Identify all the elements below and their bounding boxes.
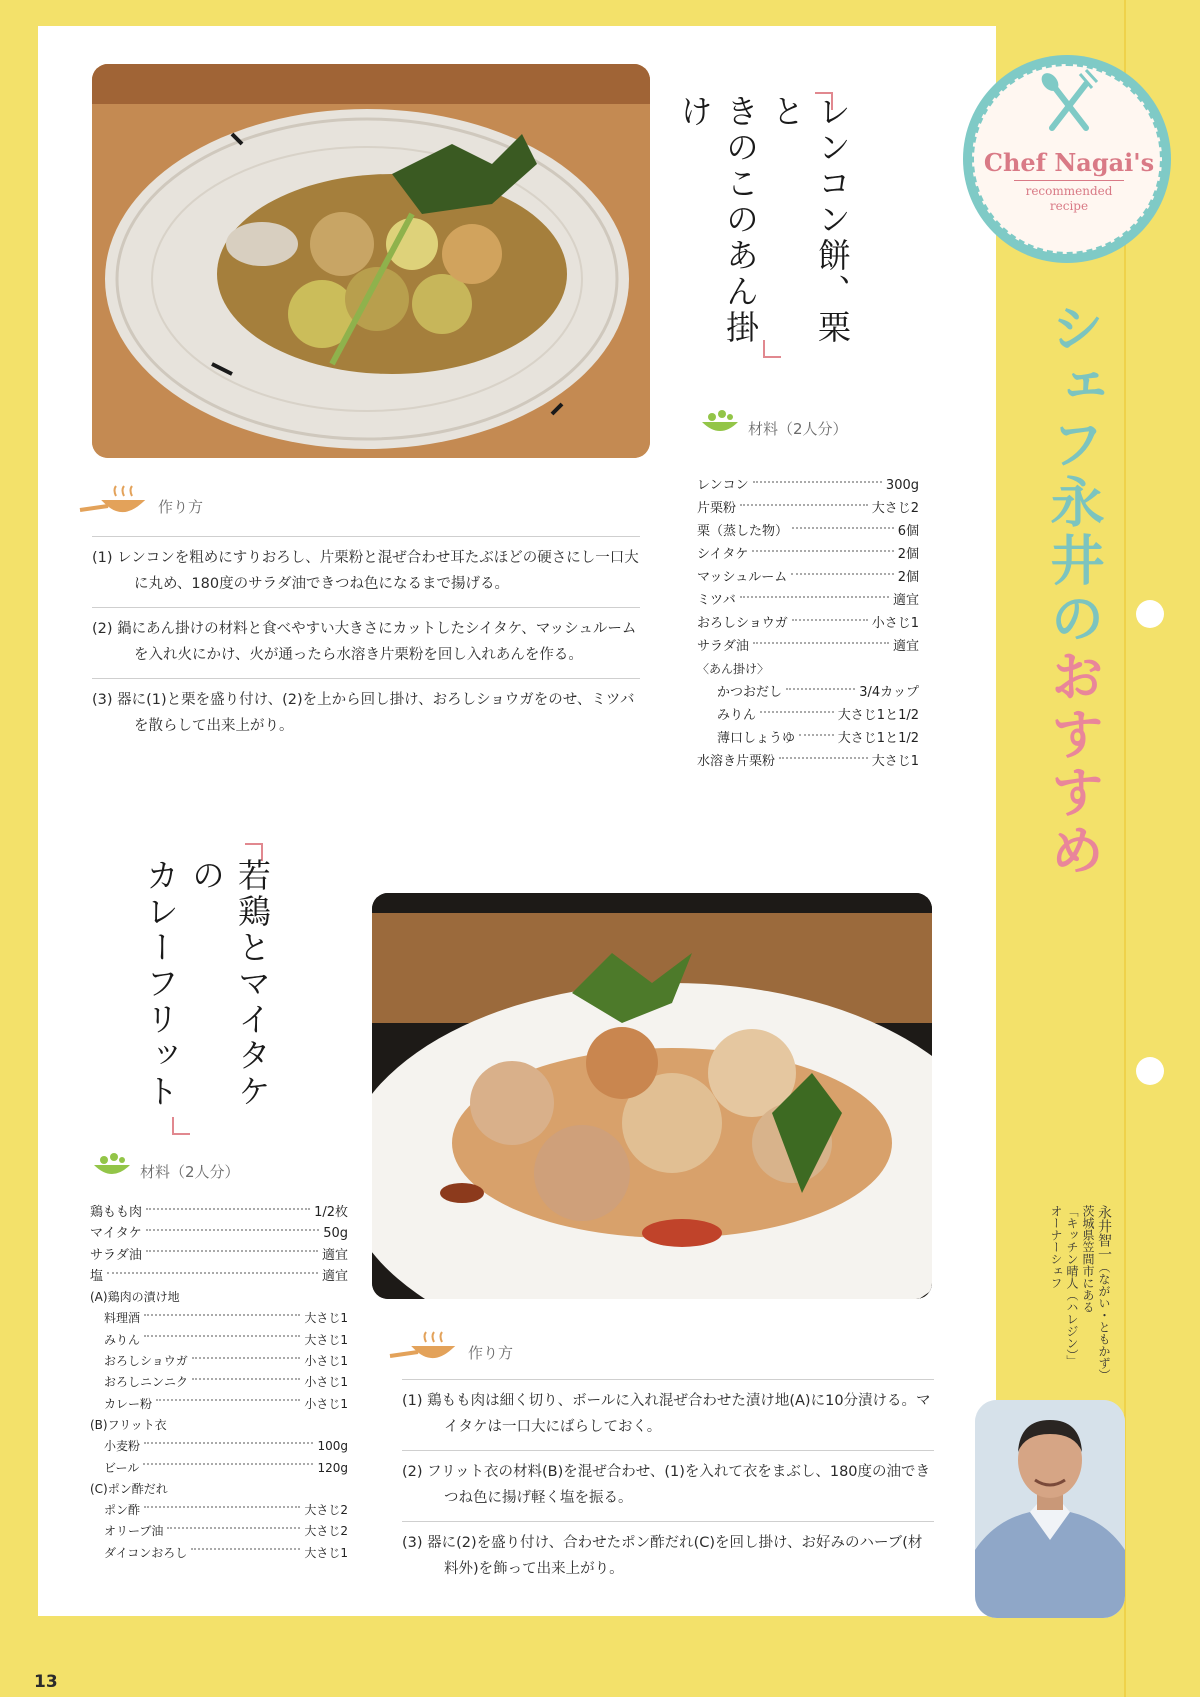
ingredient-group-label: 〈あん掛け〉 (697, 662, 770, 676)
title-bracket-close (763, 340, 781, 358)
ingredient-qty: 大さじ1 (304, 1332, 348, 1347)
leader-dots (146, 1208, 310, 1210)
leader-dots (791, 573, 893, 575)
dish-photo-renkon (92, 64, 650, 458)
recipe1-steps (92, 536, 640, 749)
leader-dots (144, 1335, 300, 1337)
ingredient-qty: 適宜 (892, 639, 919, 654)
bowl-icon (698, 408, 742, 438)
ingredient-qty: 50g (323, 1226, 348, 1242)
leader-dots (760, 711, 834, 713)
ingredient-row (697, 543, 919, 566)
ingredient-row (90, 1394, 348, 1415)
step-text: (2) 鍋にあん掛けの材料と食べやすい大きさにカットしたシイタケ、マッシュルームを入れ火にかけ、火が通ったら水溶き片栗粉を回し入れあんを作る。 (92, 621, 637, 663)
ingredient-name: カレー粉 (104, 1396, 153, 1411)
step-text: (1) レンコンを粗めにすりおろし、片栗粉と混ぜ合わせ耳たぶほどの硬さにし一口大に丸め、180度のサラダ油できつね色になるまで揚げる。 (92, 550, 639, 592)
chef-photo (975, 1400, 1125, 1618)
ingredient-name: サラダ油 (90, 1247, 142, 1263)
ingredient-group-label: (C)ポン酢だれ (90, 1481, 168, 1496)
ingredient-row (90, 1202, 348, 1223)
method-heading-text: 作り方 (468, 1344, 514, 1362)
ingredient-qty: 適宜 (321, 1247, 348, 1263)
ingredient-qty: 小さじ1 (304, 1375, 348, 1390)
ingredient-name: みりん (104, 1332, 141, 1347)
step-item (402, 1379, 934, 1450)
ingredient-row (697, 589, 919, 612)
ingredient-name: かつおだし (717, 685, 783, 700)
recipe1-ingredients-heading (698, 418, 848, 439)
chef-affiliation-1: 茨城県笠間市にある (1081, 1205, 1095, 1313)
ingredient-qty: 大さじ1と1/2 (837, 708, 919, 723)
ingredient-name: シイタケ (697, 547, 749, 562)
series-title-part1: シェフ永井の (1042, 300, 1105, 648)
step-text: (3) 器に(1)と栗を盛り付け、(2)を上から回し掛け、おろしショウガをのせ、ミツバを散らして出来上がり。 (92, 692, 635, 734)
ingredient-qty: 適宜 (892, 593, 919, 608)
leader-dots (799, 734, 834, 736)
ingredient-row (697, 520, 919, 543)
ingredient-name: おろしショウガ (104, 1354, 188, 1369)
badge-rule (1014, 180, 1124, 181)
ingredient-name: おろしニンニク (104, 1375, 189, 1390)
leader-dots (144, 1314, 300, 1316)
leader-dots (740, 504, 868, 506)
leader-dots (752, 550, 893, 552)
ingredient-name: ミツバ (697, 593, 736, 608)
step-item (92, 536, 640, 607)
recipe2-ingredients-heading (90, 1161, 240, 1182)
ingredient-qty: 小さじ1 (871, 616, 919, 631)
recipe1-title (675, 94, 855, 364)
leader-dots (146, 1229, 319, 1231)
ingredient-row (697, 635, 919, 658)
series-title-part2: おすすめ (1042, 648, 1105, 880)
ingredient-row (90, 1351, 348, 1372)
ingredient-row (697, 750, 919, 773)
recipe2-steps (402, 1379, 934, 1592)
leader-dots (753, 642, 889, 644)
ingredient-row (90, 1521, 348, 1542)
leader-dots (156, 1399, 300, 1401)
ingredient-name: 片栗粉 (697, 501, 737, 516)
ingredient-qty: 120g (317, 1460, 348, 1475)
step-item (92, 678, 640, 749)
chef-portrait-image (975, 1400, 1125, 1618)
method-heading-text: 作り方 (158, 498, 204, 516)
ingredient-qty: 100g (317, 1439, 348, 1454)
leader-dots (167, 1527, 300, 1529)
chef-name: 永井智一 (1096, 1205, 1112, 1261)
bowl-icon (90, 1151, 134, 1181)
ingredient-qty: 1/2枚 (314, 1205, 348, 1220)
ingredient-row (697, 566, 919, 589)
ingredient-qty: 2個 (897, 570, 919, 585)
ingredient-name: 薄口しょうゆ (717, 731, 796, 746)
leader-dots (192, 1357, 301, 1359)
ingredient-row (90, 1372, 348, 1393)
ingredient-row (90, 1436, 348, 1457)
leader-dots (740, 596, 889, 598)
ingredient-qty: 3/4カップ (859, 685, 919, 700)
ingredient-name: ビール (104, 1460, 140, 1475)
ingredient-row (697, 704, 919, 727)
ingredient-name: マイタケ (90, 1226, 142, 1242)
ingredient-name: オリーブ油 (104, 1524, 164, 1539)
ingredient-row (90, 1223, 348, 1244)
ingredients-heading-text: 材料（2人分） (748, 420, 848, 438)
recipe1-method-heading (78, 496, 203, 517)
ingredient-row (90, 1500, 348, 1521)
step-item (92, 607, 640, 678)
recipe1-title-line2: きのこのあん掛け (675, 94, 760, 346)
punch-hole (1136, 600, 1164, 628)
ingredient-qty: 大さじ1と1/2 (837, 731, 919, 746)
ingredient-qty: 大さじ1 (304, 1545, 348, 1560)
ingredient-qty: 6個 (897, 524, 919, 539)
leader-dots (786, 688, 855, 690)
chef-info (1032, 1205, 1112, 1385)
ingredient-row (90, 1458, 348, 1479)
dish-photo-chicken (372, 893, 932, 1299)
frying-pan-icon (78, 484, 148, 518)
ingredient-row (697, 497, 919, 520)
ingredient-name: 塩 (90, 1268, 104, 1284)
chicken-dish-image (372, 893, 932, 1299)
ingredient-name: ポン酢 (104, 1503, 141, 1518)
step-item (402, 1450, 934, 1521)
ingredient-name: 水溶き片栗粉 (697, 754, 776, 769)
recipe1-ingredients-list (697, 474, 919, 773)
leader-dots (792, 527, 894, 529)
ingredient-qty: 2個 (897, 547, 919, 562)
ingredient-qty: 大さじ2 (304, 1524, 348, 1539)
ingredient-name: 鶏もも肉 (90, 1205, 143, 1220)
badge-subtitle (974, 184, 1164, 214)
ingredient-row (697, 612, 919, 635)
chef-reading: （ながい・ともかず） (1097, 1261, 1111, 1381)
renkon-dish-image (92, 64, 650, 458)
ingredient-group-label: (B)フリット衣 (90, 1417, 167, 1432)
ingredient-row (697, 727, 919, 750)
recipe2-title-line2: カレーフリット (141, 858, 180, 1110)
ingredient-group-label: (A)鶏肉の漬け地 (90, 1290, 180, 1305)
ingredient-name: マッシュルーム (697, 570, 788, 585)
ingredient-name: 小麦粉 (104, 1439, 141, 1454)
step-text: (3) 器に(2)を盛り付け、合わせたポン酢だれ(C)を回し掛け、お好みのハーブ(材料外)を飾って出来上がり。 (402, 1535, 923, 1577)
chef-affiliation-2: 「キッチン晴人（ハレジン）」 (1065, 1205, 1079, 1367)
ingredient-row (697, 474, 919, 497)
ingredient-row (90, 1330, 348, 1351)
recipe2-title (141, 858, 275, 1118)
ingredient-qty: 大さじ2 (304, 1503, 348, 1518)
recipe2-title-line1: 若鶏とマイタケの (187, 858, 272, 1110)
leader-dots (753, 481, 882, 483)
ingredient-row (90, 1308, 348, 1329)
ingredient-name: おろしショウガ (697, 616, 788, 631)
ingredients-heading-text: 材料（2人分） (140, 1163, 240, 1181)
ingredient-qty: 大さじ2 (871, 501, 919, 516)
badge-title: Chef Nagai's (983, 148, 1155, 177)
ingredient-row (90, 1543, 348, 1564)
ingredient-name: 栗（蒸した物） (697, 524, 789, 539)
badge-inner (972, 64, 1162, 254)
chef-role: オーナーシェフ (1049, 1205, 1063, 1289)
leader-dots (146, 1250, 318, 1252)
ingredient-row (697, 681, 919, 704)
leader-dots (191, 1548, 300, 1550)
recipe1-title-line1: レンコン餅、栗と (767, 94, 852, 346)
ingredient-name: みりん (717, 708, 757, 723)
punch-hole (1136, 1057, 1164, 1085)
step-text: (2) フリット衣の材料(B)を混ぜ合わせ、(1)を入れて衣をまぶし、180度の油できつね色に揚げ軽く塩を振る。 (402, 1464, 931, 1506)
leader-dots (144, 1442, 313, 1444)
badge-sub-line1: recommended (1025, 184, 1113, 198)
ingredient-qty: 大さじ1 (871, 754, 919, 769)
leader-dots (143, 1463, 313, 1465)
chef-badge (963, 55, 1171, 263)
ingredient-qty: 小さじ1 (304, 1354, 348, 1369)
ingredient-name: ダイコンおろし (104, 1545, 188, 1560)
ingredient-qty: 小さじ1 (304, 1396, 348, 1411)
ingredient-qty: 300g (885, 478, 919, 493)
series-title (1038, 300, 1108, 920)
page-number: 13 (34, 1672, 58, 1692)
leader-dots (107, 1272, 318, 1274)
leader-dots (779, 757, 868, 759)
ingredient-name: サラダ油 (697, 639, 749, 654)
ingredient-row (90, 1266, 348, 1287)
ingredient-qty: 適宜 (321, 1268, 348, 1284)
recipe2-method-heading (388, 1342, 513, 1363)
leader-dots (144, 1506, 300, 1508)
ingredient-qty: 大さじ1 (304, 1311, 348, 1326)
step-item (402, 1521, 934, 1592)
leader-dots (192, 1378, 300, 1380)
ingredient-row (90, 1245, 348, 1266)
recipe2-ingredients-list (90, 1202, 348, 1564)
ingredient-name: 料理酒 (104, 1311, 141, 1326)
badge-sub-line2: recipe (1049, 199, 1089, 213)
frying-pan-icon (388, 1330, 458, 1364)
leader-dots (792, 619, 868, 621)
fork-spoon-icon (974, 66, 1164, 146)
step-text: (1) 鶏もも肉は細く切り、ボールに入れ混ぜ合わせた漬け地(A)に10分漬ける。マイタケは一口大にばらしておく。 (402, 1393, 931, 1435)
ingredient-name: レンコン (697, 478, 749, 493)
title-bracket-close (172, 1117, 190, 1135)
